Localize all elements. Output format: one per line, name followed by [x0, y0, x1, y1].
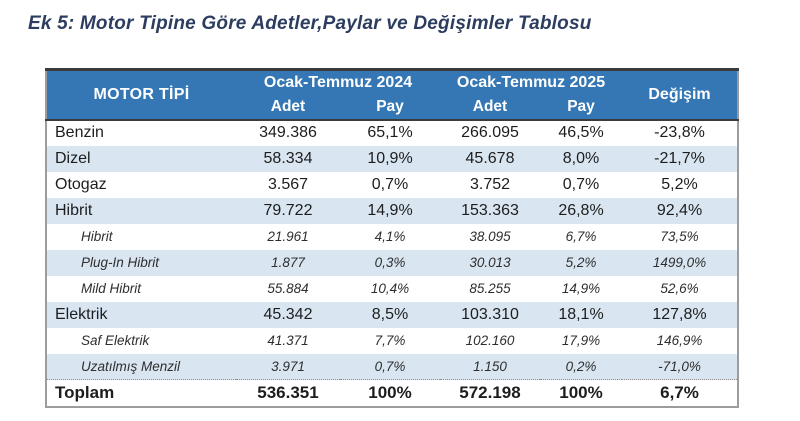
cell-adet-2025: 45.678: [465, 149, 515, 167]
table-row-benzin: [46, 120, 738, 146]
table-row-toplam: [46, 380, 738, 407]
row-label: Uzatılmış Menzil: [81, 358, 181, 374]
cell-pay-2025: 0,7%: [562, 175, 600, 193]
cell-adet-2025: 102.160: [465, 333, 515, 348]
cell-adet-2024: 45.342: [263, 305, 313, 323]
page-title: Ek 5: Motor Tipine Göre Adetler,Paylar ve Değişimler Tablosu: [28, 13, 592, 34]
cell-pay-2025: 46,5%: [558, 124, 604, 141]
cell-degisim: -23,8%: [654, 124, 705, 141]
cell-degisim: 5,2%: [661, 175, 698, 193]
table-row-plugin-hibrit: [46, 250, 738, 276]
table-row-hibrit: [46, 198, 738, 224]
row-label: Hibrit: [55, 201, 93, 219]
cell-degisim: 146,9%: [656, 333, 703, 348]
cell-pay-2025: 100%: [540, 380, 622, 407]
column-header-adet-2025: Adet: [440, 95, 540, 120]
cell-degisim: -71,0%: [658, 358, 701, 374]
column-header-period-2025: Ocak-Temmuz 2025: [440, 70, 622, 95]
row-label: Plug-In Hibrit: [81, 255, 160, 270]
table-row-uzatilmis-menzil: [46, 354, 738, 380]
motor-type-table: [45, 68, 739, 408]
table-row-saf-elektrik: [46, 328, 738, 354]
cell-pay-2024: 0,7%: [371, 175, 409, 193]
cell-pay-2024: 0,3%: [374, 255, 406, 270]
row-label: Mild Hibrit: [81, 281, 142, 296]
row-label: Toplam: [46, 380, 236, 407]
table-row-elektrik: [46, 302, 738, 328]
cell-pay-2024: 7,7%: [374, 333, 406, 348]
cell-adet-2024: 41.371: [267, 333, 309, 348]
cell-adet-2024: 1.877: [271, 255, 305, 270]
column-header-motor-type: MOTOR TİPİ: [46, 70, 236, 120]
cell-adet-2025: 572.198: [440, 380, 540, 407]
cell-pay-2024: 8,5%: [371, 305, 409, 323]
cell-pay-2025: 5,2%: [565, 255, 597, 270]
cell-pay-2024: 10,9%: [367, 149, 413, 167]
cell-pay-2024: 100%: [340, 380, 440, 407]
cell-pay-2025: 6,7%: [565, 229, 597, 244]
cell-pay-2025: 8,0%: [562, 149, 600, 167]
row-label: Saf Elektrik: [81, 333, 150, 348]
column-header-adet-2024: Adet: [236, 95, 340, 120]
cell-pay-2024: 4,1%: [374, 229, 406, 244]
column-header-pay-2024: Pay: [340, 95, 440, 120]
cell-adet-2025: 85.255: [469, 281, 511, 296]
cell-pay-2025: 17,9%: [561, 333, 601, 348]
cell-degisim: 6,7%: [622, 380, 738, 407]
column-header-period-2024: Ocak-Temmuz 2024: [236, 70, 440, 95]
cell-degisim: 1499,0%: [652, 255, 707, 270]
cell-adet-2025: 153.363: [461, 201, 519, 219]
cell-pay-2024: 0,7%: [374, 358, 406, 374]
cell-adet-2024: 58.334: [263, 149, 313, 167]
cell-pay-2024: 10,4%: [370, 281, 410, 296]
cell-degisim: 127,8%: [652, 305, 707, 323]
table-row-hibrit-sub: [46, 224, 738, 250]
cell-pay-2025: 0,2%: [565, 358, 597, 374]
cell-adet-2024: 21.961: [267, 229, 309, 244]
cell-adet-2024: 3.567: [267, 175, 309, 193]
table-row-mild-hibrit: [46, 276, 738, 302]
cell-adet-2024: 55.884: [267, 281, 309, 296]
cell-adet-2025: 38.095: [469, 229, 511, 244]
column-header-change: Değişim: [622, 70, 738, 120]
cell-degisim: 73,5%: [660, 229, 699, 244]
cell-pay-2024: 14,9%: [367, 201, 413, 219]
cell-adet-2025: 103.310: [461, 305, 519, 323]
row-label: Dizel: [55, 149, 91, 167]
cell-pay-2024: 65,1%: [367, 124, 413, 141]
table-header: [46, 70, 738, 120]
row-label: Elektrik: [55, 305, 108, 323]
table-row-otogaz: [46, 172, 738, 198]
cell-pay-2025: 18,1%: [558, 305, 604, 323]
row-label: Hibrit: [81, 229, 113, 244]
cell-adet-2025: 30.013: [469, 255, 511, 270]
cell-adet-2025: 1.150: [473, 358, 507, 374]
cell-degisim: 52,6%: [660, 281, 699, 296]
row-label: Otogaz: [55, 175, 107, 193]
column-header-pay-2025: Pay: [540, 95, 622, 120]
row-label: Benzin: [55, 124, 104, 141]
cell-adet-2024: 79.722: [263, 201, 313, 219]
cell-degisim: 92,4%: [656, 201, 703, 219]
cell-adet-2025: 266.095: [461, 124, 519, 141]
cell-adet-2024: 3.971: [271, 358, 305, 374]
cell-adet-2024: 349.386: [259, 124, 317, 141]
cell-adet-2025: 3.752: [469, 175, 511, 193]
table-body: [46, 120, 738, 407]
cell-adet-2024: 536.351: [236, 380, 340, 407]
cell-pay-2025: 26,8%: [558, 201, 604, 219]
cell-pay-2025: 14,9%: [561, 281, 601, 296]
table-row-dizel: [46, 146, 738, 172]
cell-degisim: -21,7%: [654, 149, 705, 167]
